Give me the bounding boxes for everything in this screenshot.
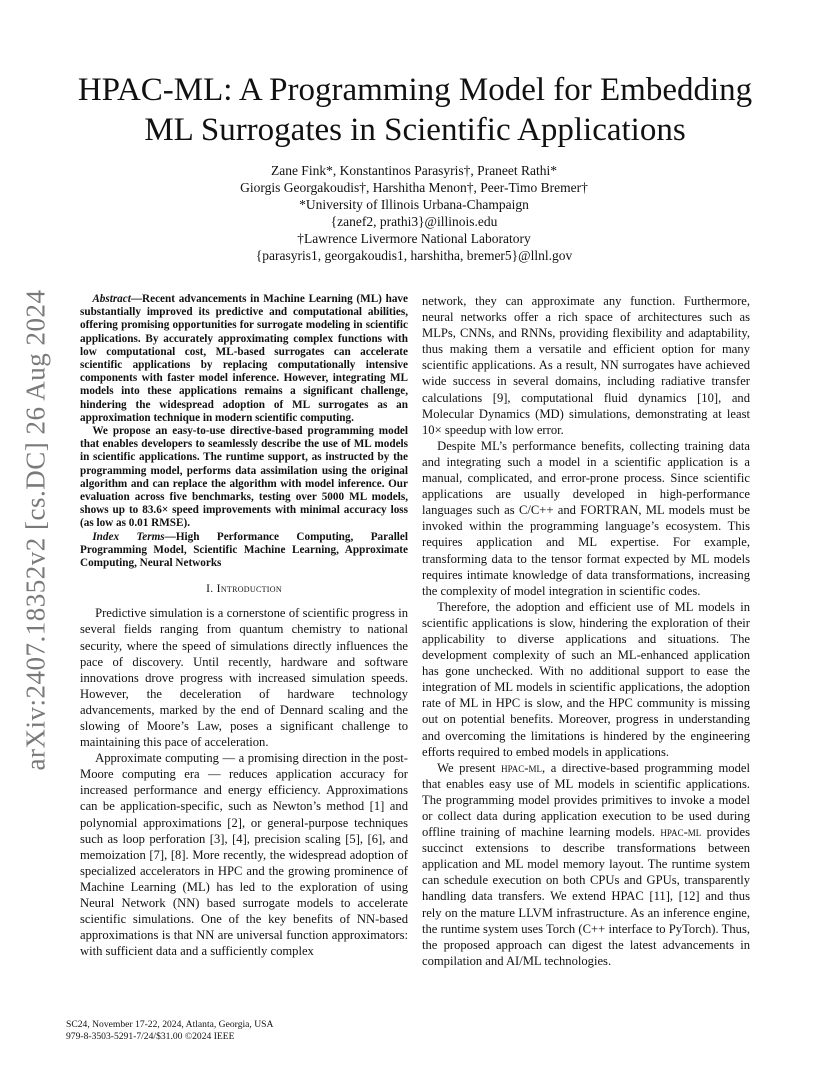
system-name: hpac-ml [501,760,542,775]
author-line-1: Zane Fink*, Konstantinos Parasyris†, Praneet Rathi* [270,163,558,178]
abstract-label: Abstract [92,293,131,305]
text-run: , a directive-based programming model that enables easy use of ML models in scientific applications. The programming model provides primitives to invoke a model or collect data during application execution to be used during offline training of machine learning models. [422,760,750,840]
author-line-2: Giorgis Georgakoudis†, Harshitha Menon†, Peer-Timo Bremer† [240,180,588,195]
section-heading-introduction [80,581,408,597]
section-title: Introduction [216,582,282,596]
index-terms-label: Index Terms [92,530,165,543]
system-name: hpac-ml [660,825,702,840]
title-line-1: HPAC-ML: A Programming Model for Embedding [77,72,753,108]
body-paragraph [422,760,750,969]
body-paragraph: network, they can approximate any function. Furthermore, neural networks offer a rich space of architectures such as MLPs, CNNs, and RNNs, providing flexibility and adaptability, thus making them a versatile and efficient option for many scientific applications. As a result, NN surrogates have achieved wide success in several domains, including radiative transfer calculations [9], computational fluid dynamics [10], and Molecular Dynamics (MD) simulations, demonstrating at least 10× speedup with low error. [422,294,750,437]
title-line-2: ML Surrogates in Scientific Applications [144,112,686,148]
abstract-paragraph-2: We propose an easy-to-use directive-based programming model that enables developers to seamlessly describe the use of ML models in scientific applications. The runtime support, as instructed by the programming model, performs data assimilation using the original algorithm and can replace the algorithm with model inference. Our evaluation across five benchmarks, testing over 5000 ML models, shows up to 83.6× speed improvements with minimal accuracy loss (as low as 0.01 RMSE). [80,425,408,530]
arxiv-identifier-text: arXiv:2407.18352v2 [cs.DC] 26 Aug 2024 [20,289,51,771]
section-number: I. [206,582,214,596]
abstract-paragraph-1: —Recent advancements in Machine Learning (ML) have substantially improved its predictive and computational abilities, offering promising opportunities for surrogate modeling in scientific applications. By accurately approximating complex functions with low computational cost, ML-based surrogates can accelerate scientific applications by replacing computationally intensive components with faster model inference. However, integrating ML models into these applications remains a significant challenge, hindering the widespread adoption of ML surrogates as an approximation technique in modern scientific computing. [80,293,408,424]
footer-line-2: 979-8-3503-5291-7/24/$31.00 ©2024 IEEE [66,1030,235,1042]
footer-line-1: SC24, November 17-22, 2024, Atlanta, Georgia, USA [66,1019,274,1030]
conference-footer [66,1019,273,1042]
body-paragraph: Predictive simulation is a cornerstone of scientific progress in several fields ranging from quantum chemistry to national security, where the speed of simulations directly influences the pace of discovery. Until recently, hardware and software innovations drove progress with increased simulation speeds. However, the deceleration of hardware technology advancements, marked by the end of Dennard scaling and the slowing of Moore’s Law, poses a significant challenge to maintaining this pace of acceleration. [80,606,408,750]
arxiv-identifier-sidebar [14,280,58,780]
left-column [80,293,408,959]
email-2: {parasyris1, georgakoudis1, harshitha, bremer5}@llnl.gov [255,248,573,263]
paper-title [60,70,770,150]
text-run: provides succinct extensions to describe transformations between application and ML model memory layout. The runtime system can schedule execution on both CPUs and GPUs, transparently handling data transfers. We extend HPAC [11], [12] and thus rely on the mature LLVM infrastructure. As an inference engine, the runtime system uses Torch (C++ interface to PyTorch). Thus, the proposed approach can digest the latest advancements in compilation and AI/ML technologies. [422,825,750,968]
body-paragraph: Therefore, the adoption and efficient use of ML models in scientific applications is slow, hindering the exploration of their applicability to diverse applications and situations. The development complexity of such an ML-enhanced application has gone unchecked. With no additional support to ease the integration of ML models in scientific applications, the adoption rate of ML in HPC is slow, and the HPC community is missing out on potential benefits. Moreover, progress in understanding and overcoming the limitations is hindered by the engineering efforts required to embed models in applications. [422,599,750,759]
right-column [422,293,750,969]
text-run: We present [437,760,502,775]
abstract [80,293,408,570]
affiliation-1: *University of Illinois Urbana-Champaign [299,197,529,212]
body-paragraph: Approximate computing — a promising direction in the post-Moore computing era — reduces application accuracy for increased performance and energy efficiency. Approximations can be application-specific, such as Newton’s method [1] and polynomial approximations [2], or general-purpose techniques such as loop perforation [3], [4], precision scaling [5], [6], and memoization [7], [8]. More recently, the widespread adoption of specialized accelerators in HPC and the growing prominence of Machine Learning (ML) has led to the exploration of using Neural Network (NN) based surrogate models to accelerate scientific simulations. One of the key benefits of NN-based approximations is that NN are universal function approximators: with sufficient data and a sufficiently complex [80,751,408,959]
affiliation-2: †Lawrence Livermore National Laboratory [297,231,531,246]
body-paragraph: Despite ML’s performance benefits, collecting training data and integrating such a model in a scientific application is a manual, complicated, and error-prone process. Since scientific applications are usually developed in high-performance languages such as C/C++ and FORTRAN, ML models must be invoked within the programming language’s ecosystem. This requires application and ML expertise. For example, transforming data to the tensor format expected by ML models requires intimate knowledge of data transformations, increasing the complexity of model integration in scientific codes. [422,438,750,598]
email-1: {zanef2, prathi3}@illinois.edu [330,214,498,229]
author-block [100,162,728,264]
index-terms: —High Performance Computing, Parallel Programming Model, Scientific Machine Learning, Approximate Computing, Neural Networks [80,530,408,570]
